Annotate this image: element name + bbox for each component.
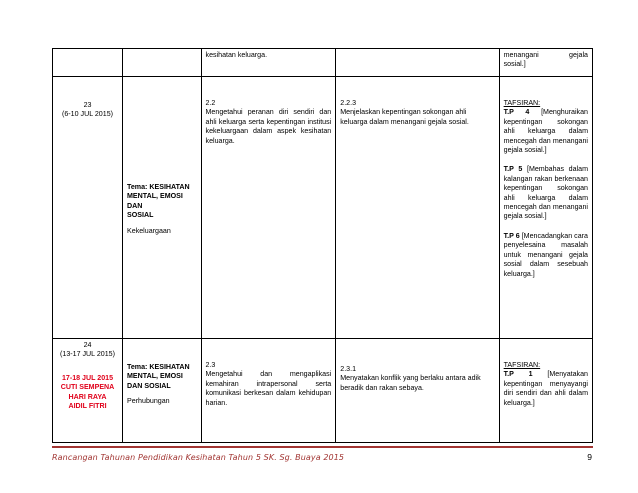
standard-number: 2.2: [205, 99, 216, 107]
performance-level: [504, 108, 588, 155]
learning-standard-number: 2.2.3: [340, 99, 357, 107]
cell-theme: [123, 49, 202, 77]
cell-learning-standard: [336, 339, 499, 443]
unit-name: Kekeluargaan: [127, 226, 171, 235]
standard-text: kesihatan keluarga.: [205, 51, 268, 59]
cell-week: [53, 339, 123, 443]
standard-text: Mengetahui peranan diri sendiri dan ahli keluarga serta kepentingan institusi kekeluargaan dalam aspek kesihatan keluarga.: [205, 108, 332, 145]
table-row: [53, 77, 593, 339]
theme-text: Tema: KESIHATAN MENTAL, EMOSI DAN SOSIAL: [127, 363, 190, 390]
cell-learning-standard: [336, 49, 499, 77]
tp-text: [Menghuraikan kepentingan sokongan ahli keluarga dalam mencegah dan menangani gejala sosial.]: [503, 108, 588, 155]
cell-performance: [499, 77, 592, 339]
theme-line: Tema: KESIHATAN: [127, 183, 190, 191]
table-row: [53, 339, 593, 443]
cell-theme: [123, 339, 202, 443]
week-dates: (6-10 JUL 2015): [62, 110, 113, 119]
cell-learning-standard: [336, 77, 499, 339]
unit-name: Perhubungan: [127, 397, 170, 406]
theme-line: MENTAL, EMOSI DAN: [127, 192, 183, 210]
performance-level: [504, 370, 588, 408]
standard-text: Mengetahui dan mengaplikasi kemahiran intrapersonal serta komunikasi berkesan dalam kehidupan harian.: [205, 370, 332, 407]
page-number: 9: [587, 452, 592, 462]
learning-standard-text: Menjelaskan kepentingan sokongan ahli keluarga dalam menangani gejala sosial.: [340, 108, 469, 126]
tafsiran-heading: TAFSIRAN:: [503, 361, 541, 369]
cell-standard: [201, 77, 336, 339]
cell-standard: [201, 339, 336, 443]
learning-standard-number: 2.3.1: [340, 365, 357, 373]
holiday-note: HARI RAYA: [68, 392, 107, 401]
yearly-plan-table: [52, 48, 593, 443]
footer-rule: [52, 446, 593, 448]
tp-text: [Menyatakan kepentingan menyayangi diri sendiri dan ahli dalam keluarga.]: [503, 370, 588, 407]
tp-label: T.P 5: [503, 165, 523, 174]
cell-week: [53, 77, 123, 339]
holiday-note: 17-18 JUL 2015: [61, 373, 114, 382]
table-row: [53, 49, 593, 77]
standard-number: 2.3: [205, 361, 216, 369]
holiday-note: AIDIL FITRI: [68, 402, 107, 411]
footer-text: Rancangan Tahunan Pendidikan Kesihatan Tahun 5 SK. Sg. Buaya 2015: [52, 453, 345, 462]
tafsiran-heading: TAFSIRAN:: [503, 99, 541, 107]
cell-theme: [123, 77, 202, 339]
tp-text: [Membahas dalam kalangan rakan berkenaan kepentingan sokongan ahli keluarga dalam mencegah dan menangani gejala sosial.]: [503, 165, 588, 221]
theme-line: SOSIAL: [127, 211, 154, 220]
learning-standard-text: Menyatakan konflik yang berlaku antara adik beradik dan rakan sebaya.: [340, 374, 481, 392]
holiday-note: CUTI SEMPENA: [60, 383, 115, 392]
performance-level: [504, 165, 588, 221]
tp-label: T.P 6: [503, 231, 520, 240]
cell-performance: [499, 49, 592, 77]
tp-label: T.P 1: [503, 370, 533, 379]
week-dates: (13-17 JUL 2015): [60, 350, 115, 359]
cell-week: [53, 49, 123, 77]
tp-text: [Mencadangkan cara penyelesaina masalah untuk menangani gejala sosial dalam sesebuah keluarga.]: [503, 231, 588, 278]
performance-text: menangani gejala: [503, 51, 588, 59]
week-number: 23: [83, 101, 92, 109]
performance-text: sosial.]: [503, 60, 526, 69]
performance-level: [504, 232, 588, 279]
tp-label: T.P 4: [503, 108, 530, 117]
cell-standard: [201, 49, 336, 77]
week-number: 24: [83, 341, 92, 349]
cell-performance: [499, 339, 592, 443]
